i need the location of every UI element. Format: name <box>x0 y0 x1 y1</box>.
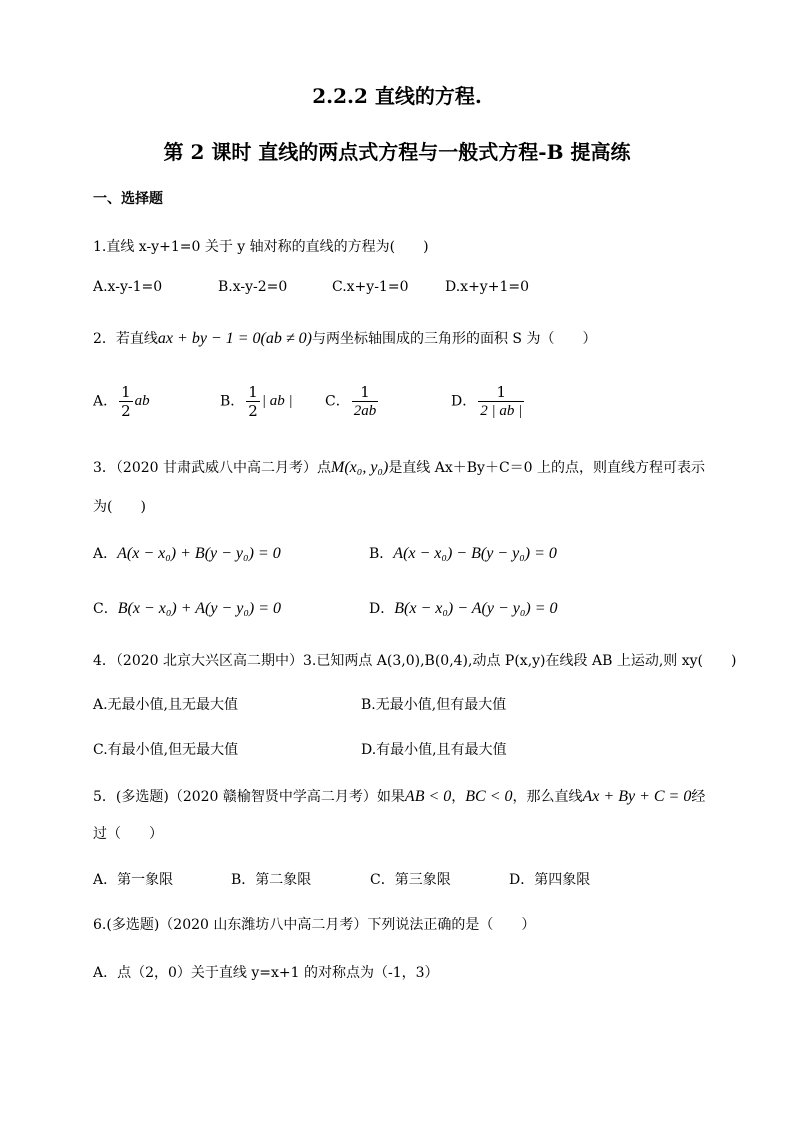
q3-a-math: A(x − x₀) + B(y − y₀) = 0 <box>117 545 281 562</box>
q3-d-math: B(x − x₀) − A(y − y₀) = 0 <box>394 600 558 617</box>
q3-a-label: A． <box>93 546 118 562</box>
q3-d-label: D． <box>369 601 395 617</box>
q3-stem-prefix: 3．（2020 甘肃武威八中高二月考）点 <box>93 460 331 476</box>
q3-option-a <box>93 543 281 563</box>
q2-option-c <box>325 383 380 420</box>
q4-option-c: C.有最小值,但无最大值 <box>93 742 239 758</box>
q3-option-b <box>369 543 557 563</box>
q2-d-label: D． <box>451 393 477 410</box>
question-5-stem-line2: 过（ ） <box>93 826 163 842</box>
question-6-stem: 6.(多选题)（2020 山东潍坊八中高二月考）下列说法正确的是（ ） <box>93 917 536 933</box>
q2-b-tail: | ab | <box>261 393 293 409</box>
q4-option-a: A.无最小值,且无最大值 <box>93 697 239 713</box>
q2-a-den: 2 <box>121 402 131 420</box>
q1-option-a: A.x-y-1=0 <box>93 279 163 295</box>
q5-tail: 经 <box>691 789 706 805</box>
q5-option-b: B．第二象限 <box>231 872 312 888</box>
q1-option-b: B.x-y-2=0 <box>218 279 288 295</box>
q6-option-a: A．点（2，0）关于直线 y=x+1 的对称点为（-1，3） <box>93 965 439 981</box>
q1-option-c: C.x+y-1=0 <box>332 279 409 295</box>
q1-option-d: D.x+y+1=0 <box>445 279 529 295</box>
q2-c-label: C． <box>325 393 350 410</box>
q3-c-math: B(x − x₀) + A(y − y₀) = 0 <box>117 600 282 617</box>
q2-stem-math: ax + by − 1 = 0(ab ≠ 0) <box>157 330 312 347</box>
q2-d-num: 1 <box>478 383 524 402</box>
q2-c-den: 2ab <box>353 403 377 419</box>
q5-sep: ， <box>451 789 466 805</box>
q5-option-a: A．第一象限 <box>93 872 174 888</box>
q3-option-d <box>369 598 558 618</box>
q5-stem-prefix: 5．(多选题)（2020 赣榆智贤中学高二月考）如果 <box>93 789 405 805</box>
q3-stem-suffix: 是直线 Ax＋By＋C＝0 上的点，则直线方程可表示 <box>388 460 706 476</box>
q5-line-eq: Ax + By + C = 0 <box>582 788 692 805</box>
q3-c-label: C． <box>93 601 118 617</box>
q2-option-b <box>220 383 293 420</box>
q2-b-den: 2 <box>248 402 258 420</box>
q2-d-fraction <box>478 383 524 420</box>
q3-option-c <box>93 598 281 618</box>
question-3-stem-line1 <box>93 457 705 477</box>
document-subtitle: 第 2 课时 直线的两点式方程与一般式方程-B 提高练 <box>163 140 631 164</box>
q2-b-fraction <box>246 383 260 420</box>
q3-point: M(x₀, y₀) <box>331 459 389 476</box>
q2-c-fraction <box>352 383 379 420</box>
question-2-stem <box>93 328 596 348</box>
question-5-stem-line1 <box>93 786 705 806</box>
q2-b-label: B． <box>220 393 245 410</box>
q2-b-num: 1 <box>248 383 258 401</box>
q2-option-a <box>93 383 150 420</box>
q2-stem-suffix: 与两坐标轴围成的三角形的面积 S 为（ ） <box>311 331 597 347</box>
q5-cond2: BC < 0 <box>465 788 513 805</box>
q3-b-math: A(x − x₀) − B(y − y₀) = 0 <box>393 545 557 562</box>
q5-option-d: D．第四象限 <box>509 872 591 888</box>
document-title: 2.2.2 直线的方程. <box>312 84 482 108</box>
q2-option-d <box>451 383 526 420</box>
q2-a-fraction <box>119 383 133 420</box>
section-heading: 一、选择题 <box>93 191 163 207</box>
q4-option-b: B.无最小值,但有最大值 <box>361 697 507 713</box>
q2-d-den: 2 | ab | <box>480 403 523 419</box>
q5-cond1: AB < 0 <box>404 788 452 805</box>
q5-option-c: C．第三象限 <box>370 872 451 888</box>
q2-stem-prefix: 2．若直线 <box>93 331 158 347</box>
q5-mid: ，那么直线 <box>512 789 583 805</box>
q2-a-tail: ab <box>134 393 150 409</box>
q3-b-label: B． <box>369 546 394 562</box>
q2-a-num: 1 <box>121 383 131 401</box>
q4-option-d: D.有最小值,且有最大值 <box>361 742 507 758</box>
question-4-stem: 4．（2020 北京大兴区高二期中）3.已知两点 A(3,0),B(0,4),动点 P(x,y)在线段 AB 上运动,则 xy( ) <box>93 653 737 669</box>
q2-c-num: 1 <box>352 383 379 402</box>
q2-a-label: A． <box>93 393 118 410</box>
question-1-stem: 1.直线 x-y+1=0 关于 y 轴对称的直线的方程为( ) <box>93 239 429 255</box>
question-3-stem-line2: 为( ) <box>93 499 146 515</box>
